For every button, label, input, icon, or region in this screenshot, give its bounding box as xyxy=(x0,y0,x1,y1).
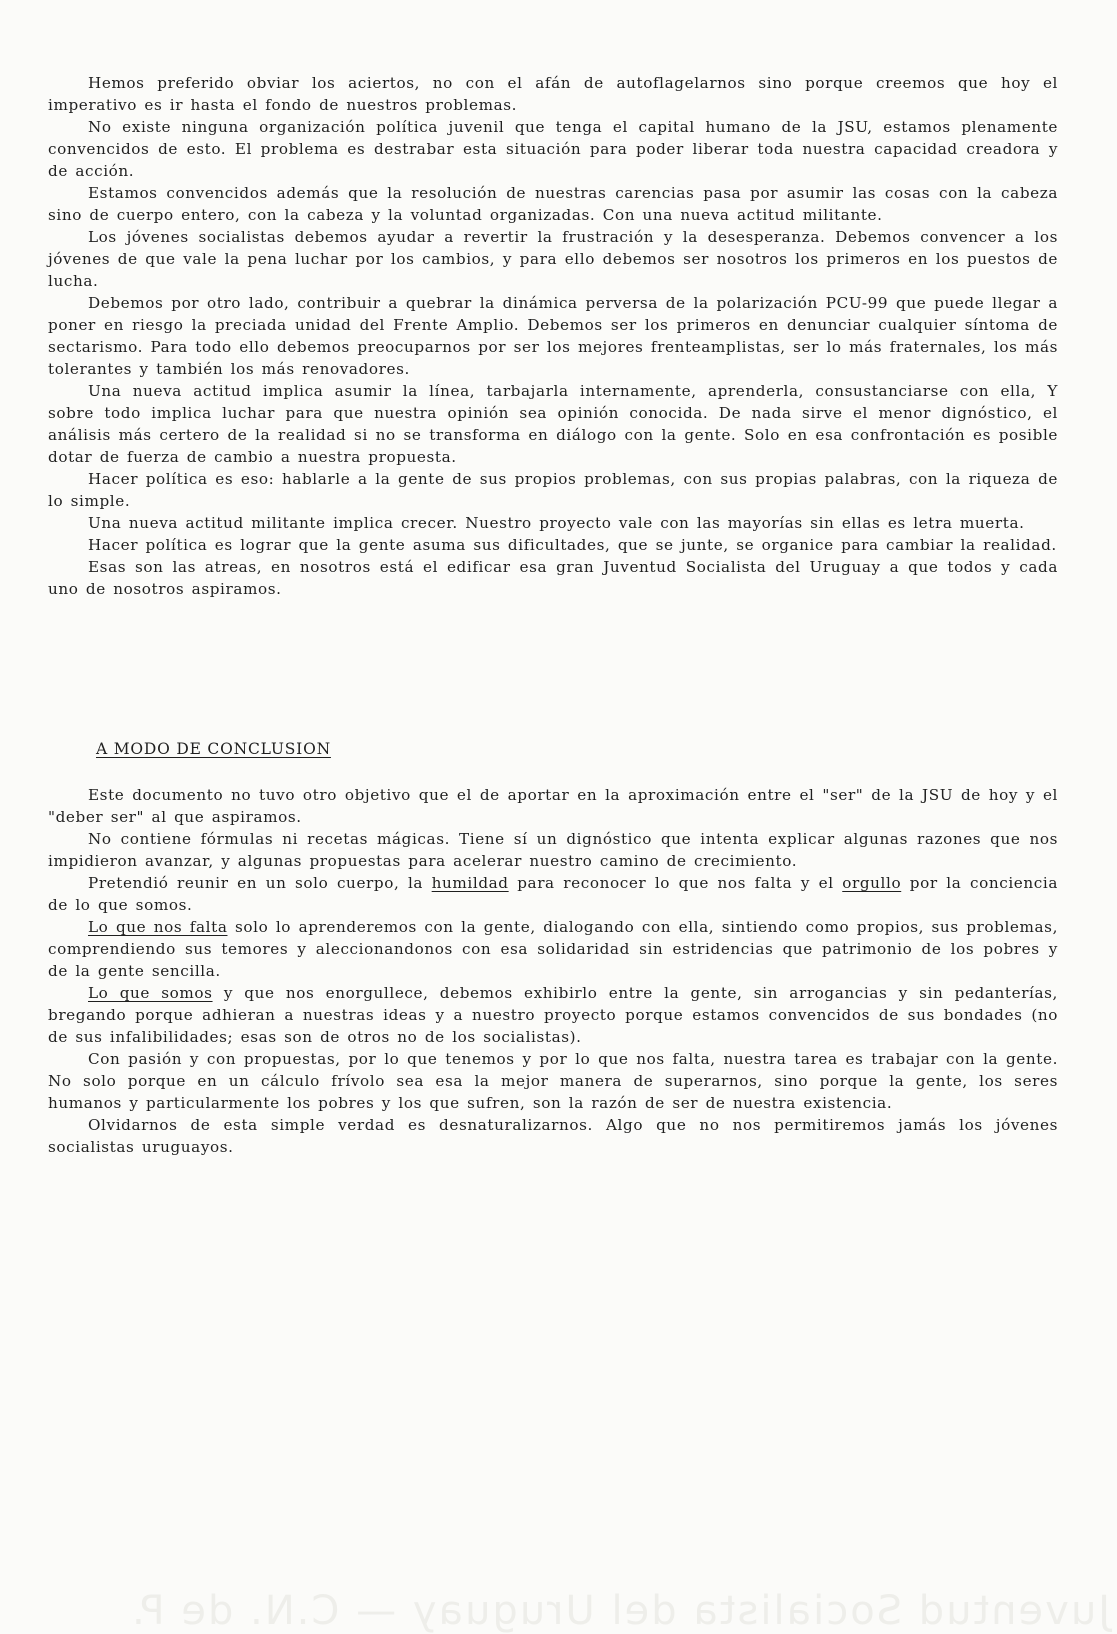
humildad-text-after: por la conciencia de lo que somos. xyxy=(48,874,1058,914)
body-text xyxy=(48,72,1058,600)
humildad-text-middle: para reconocer lo que nos falta y el xyxy=(508,874,843,892)
stamp-watermark: Juventud Socialista del Uruguay — C.N. de P. xyxy=(130,1588,1110,1634)
paragraph-nueva-actitud: Una nueva actitud implica asumir la línea, tarbajarla internamente, aprenderla, consustanciarse con ella, Y sobre todo implica luchar para que nuestra opinión sea opinión conocida. De nada sirve el menor dignóstico, el análisis más certero de la realidad si no se transforma en diálogo con la gente. Solo en esa confrontación es posible dotar de fuerza de cambio a nuestra propuesta. xyxy=(48,382,1058,466)
conclusion-paragraph-pasion: Con pasión y con propuestas, por lo que tenemos y por lo que nos falta, nuestra tarea es trabajar con la gente. No solo porque en un cálculo frívolo sea esa la mejor manera de superarnos, sino porque la gente, los seres humanos y particularmente los pobres y los que sufren, son la razón de ser de nuestra existencia. xyxy=(48,1050,1058,1112)
lo-que-somos-rest: y que nos enorgullece, debemos exhibirlo entre la gente, sin arrogancias y sin pedanterías, bregando porque adhieran a nuestras ideas y a nuestro proyecto porque estamos convencidos de sus bondades (no de sus infalibilidades; esas son de otros no de los socialistas). xyxy=(48,984,1058,1046)
lo-que-nos-falta-rest: solo lo aprenderemos con la gente, dialogando con ella, sintiendo como propios, sus problemas, comprendiendo sus temores y aleccionandonos con esa solidaridad sin estridencias que patrimonio de los pobres y de la gente sencilla. xyxy=(48,918,1058,980)
paragraph-organizar: Hacer política es lograr que la gente asuma sus dificultades, que se junte, se organice para cambiar la realidad. xyxy=(88,536,1057,554)
humildad-underlined: humildad xyxy=(431,874,509,892)
lo-que-somos-underlined: Lo que somos xyxy=(88,984,213,1002)
conclusion-paragraph-objetivo: Este documento no tuvo otro objetivo que el de aportar en la aproximación entre el "ser" de la JSU de hoy y el "deber ser" al que aspiramos. xyxy=(48,786,1058,826)
paragraph-crecer: Una nueva actitud militante implica crecer. Nuestro proyecto vale con las mayorías sin ellas es letra muerta. xyxy=(88,514,1025,532)
paragraph-capital-humano: No existe ninguna organización política juvenil que tenga el capital humano de la JSU, estamos plenamente convencidos de esto. El problema es destrabar esta situación para poder liberar toda nuestra capacidad creadora y de acción. xyxy=(48,118,1058,180)
paragraph-frustracion: Los jóvenes socialistas debemos ayudar a revertir la frustración y la desesperanza. Debemos convencer a los jóvenes de que vale la pena luchar por los cambios, y para ello debemos ser nosotros los primeros en los puestos de lucha. xyxy=(48,228,1058,290)
conclusion-paragraph-formulas: No contiene fórmulas ni recetas mágicas. Tiene sí un dignóstico que intenta explicar algunas razones que nos impidieron avanzar, y algunas propuestas para acelerar nuestro camino de crecimiento. xyxy=(48,830,1058,870)
section-heading-conclusion: A MODO DE CONCLUSION xyxy=(96,740,331,758)
conclusion-paragraph-olvidarnos: Olvidarnos de esta simple verdad es desnaturalizarnos. Algo que no nos permitiremos jamás los jóvenes socialistas uruguayos. xyxy=(48,1116,1058,1156)
orgullo-underlined: orgullo xyxy=(842,874,902,892)
paragraph-carencias: Estamos convencidos además que la resolución de nuestras carencias pasa por asumir las cosas con la cabeza sino de cuerpo entero, con la cabeza y la voluntad organizadas. Con una nueva actitud militante. xyxy=(48,184,1058,224)
humildad-text-before: Pretendió reunir en un solo cuerpo, la xyxy=(88,874,432,892)
paragraph-hacer-politica: Hacer política es eso: hablarle a la gente de sus propios problemas, con sus propias palabras, con la riqueza de lo simple. xyxy=(48,470,1058,510)
lo-que-nos-falta-underlined: Lo que nos falta xyxy=(88,918,228,936)
paragraph-polarizacion: Debemos por otro lado, contribuir a quebrar la dinámica perversa de la polarización PCU-99 que puede llegar a poner en riesgo la preciada unidad del Frente Amplio. Debemos ser los primeros en denunciar cualquier síntoma de sectarismo. Para todo ello debemos preocuparnos por ser los mejores frenteamplistas, ser lo más fraternales, los más tolerantes y también los más renovadores. xyxy=(48,294,1058,378)
conclusion-text xyxy=(48,784,1058,1158)
paragraph-tareas: Esas son las atreas, en nosotros está el edificar esa gran Juventud Socialista del Uruguay a que todos y cada uno de nosotros aspiramos. xyxy=(48,558,1058,598)
paragraph-aciertos: Hemos preferido obviar los aciertos, no con el afán de autoflagelarnos sino porque creemos que hoy el imperativo es ir hasta el fondo de nuestros problemas. xyxy=(48,74,1058,114)
conclusion-paragraph-lo-que-somos xyxy=(48,982,1058,1048)
conclusion-paragraph-humildad xyxy=(48,872,1058,916)
conclusion-paragraph-lo-que-nos-falta xyxy=(48,916,1058,982)
